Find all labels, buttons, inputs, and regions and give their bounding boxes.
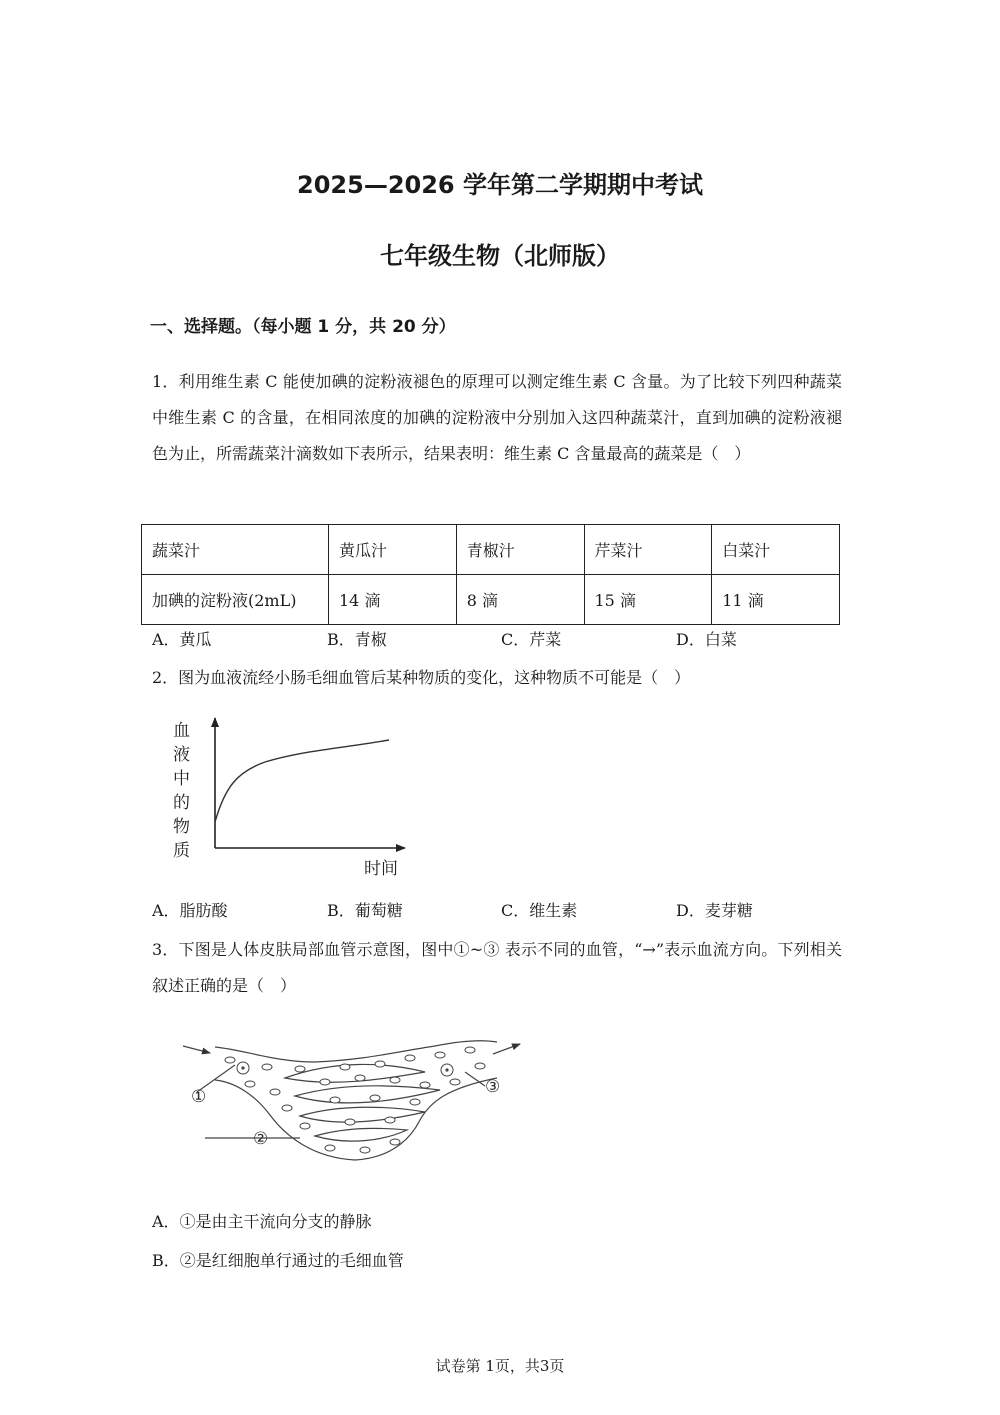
page-footer: 试卷第 1页，共3页 xyxy=(435,1357,565,1375)
table-cell: 蔬菜汁 xyxy=(142,525,329,575)
option-a[interactable]: A．①是由主干流向分支的静脉 xyxy=(152,1212,372,1231)
vegetable-juice-table xyxy=(141,524,840,625)
table-cell: 11 滴 xyxy=(712,575,840,625)
exam-title: 2025—2026 学年第二学期期中考试 xyxy=(297,171,703,199)
skin-blood-vessel-diagram xyxy=(175,1030,535,1170)
table-cell: 加碘的淀粉液(2mL) xyxy=(142,575,329,625)
ylabel-char: 的 xyxy=(173,793,190,813)
ylabel-char: 中 xyxy=(173,769,190,789)
option-d[interactable]: D．白菜 xyxy=(676,630,737,649)
question-2-options xyxy=(152,898,852,924)
table-cell: 黄瓜汁 xyxy=(329,525,457,575)
xlabel: 时间 xyxy=(364,859,398,879)
option-c[interactable]: C．维生素 xyxy=(501,901,578,920)
option-b[interactable]: B．青椒 xyxy=(327,630,387,649)
ylabel-char: 物 xyxy=(173,817,190,837)
option-a[interactable]: A．脂肪酸 xyxy=(152,901,228,920)
option-b[interactable]: B．②是红细胞单行通过的毛细血管 xyxy=(152,1251,404,1270)
table-cell: 8 滴 xyxy=(456,575,584,625)
table-cell: 青椒汁 xyxy=(456,525,584,575)
table-cell: 14 滴 xyxy=(329,575,457,625)
option-b[interactable]: B．葡萄糖 xyxy=(327,901,403,920)
option-c[interactable]: C．芹菜 xyxy=(501,630,562,649)
vessel-label-2: ② xyxy=(253,1129,269,1149)
table-row xyxy=(142,575,840,625)
ylabel-char: 血 xyxy=(173,721,190,741)
option-a[interactable]: A．黄瓜 xyxy=(152,630,212,649)
table-header-row xyxy=(142,525,840,575)
table-cell: 15 滴 xyxy=(584,575,712,625)
table-cell: 白菜汁 xyxy=(712,525,840,575)
exam-subtitle: 七年级生物（北师版） xyxy=(380,242,620,270)
ylabel-char: 质 xyxy=(173,841,190,861)
vessel-label-1: ① xyxy=(191,1087,207,1107)
substance-curve xyxy=(215,740,389,822)
vessel-label-3: ③ xyxy=(485,1077,501,1097)
ylabel-char: 液 xyxy=(173,745,190,765)
option-d[interactable]: D．麦芽糖 xyxy=(676,901,753,920)
question-2-stem: 2．图为血液流经小肠毛细血管后某种物质的变化，这种物质不可能是（ ） xyxy=(152,668,691,687)
blood-substance-graph xyxy=(165,712,415,882)
question-3-stem: 3．下图是人体皮肤局部血管示意图，图中①~③ 表示不同的血管，“→”表示血流方向。下列相关叙述正确的是（ ） xyxy=(152,940,842,995)
section-heading: 一、选择题。（每小题 1 分，共 20 分） xyxy=(150,317,456,337)
question-1-options xyxy=(152,627,852,653)
table-cell: 芹菜汁 xyxy=(584,525,712,575)
question-1-stem: 1．利用维生素 C 能使加碘的淀粉液褪色的原理可以测定维生素 C 含量。为了比较下列四种蔬菜中维生素 C 的含量，在相同浓度的加碘的淀粉液中分别加入这四种蔬菜汁，直到加碘的淀粉液褪色为止，所需蔬菜汁滴数如下表所示，结果表明：维生素 C 含量最高的蔬菜是（ ） xyxy=(152,372,842,463)
